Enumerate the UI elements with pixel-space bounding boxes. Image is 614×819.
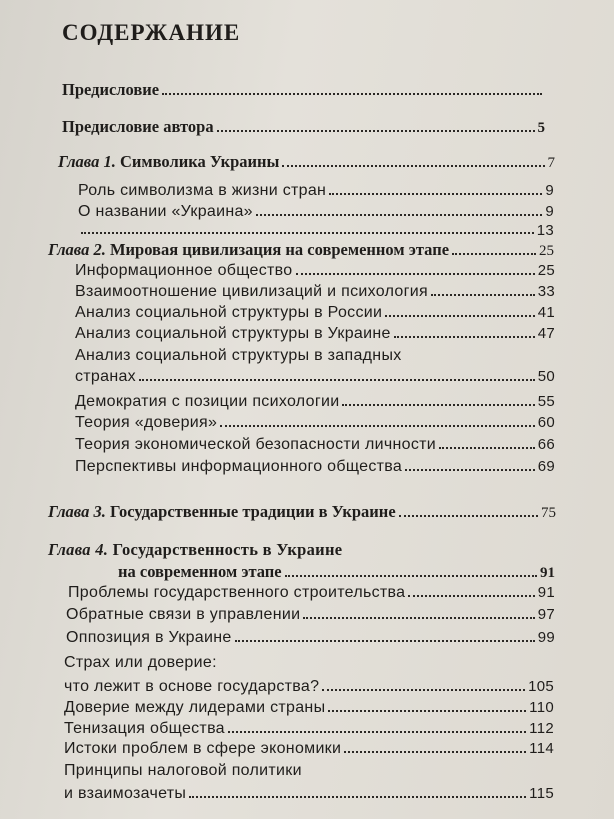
- toc-page-number: 55: [537, 393, 555, 410]
- toc-entry-text: Проблемы государственного строительства: [68, 584, 406, 601]
- toc-entry-line: Принципы налоговой политики: [64, 762, 302, 779]
- leader-dots: [228, 731, 526, 733]
- toc-entry-text: Доверие между лидерами страны: [64, 699, 326, 716]
- toc-page-number: 97: [537, 606, 555, 623]
- toc-entry-text: и взаимозачеты: [64, 785, 187, 802]
- chapter-number: Глава 1.: [58, 152, 116, 171]
- toc-entry-text: Предисловие: [62, 80, 160, 99]
- toc-page-number: 25: [539, 243, 554, 259]
- toc-entry-text: Обратные связи в управлении: [66, 606, 301, 623]
- chapter-number: Глава 3.: [48, 502, 106, 521]
- toc-entry[interactable]: [64, 699, 554, 717]
- leader-dots: [408, 595, 534, 597]
- toc-entry-text: Тенизация общества: [64, 720, 225, 737]
- toc-entry[interactable]: [68, 584, 555, 602]
- toc-page-number: 9: [545, 182, 554, 199]
- toc-entry-chapter-4-line: [48, 540, 342, 560]
- toc-page-number: 5: [537, 120, 545, 136]
- toc-entry[interactable]: [75, 414, 555, 432]
- toc-entry[interactable]: [78, 222, 554, 239]
- toc-entry-text: Государственные традиции в Украине: [109, 502, 396, 521]
- chapter-number: Глава 2.: [48, 240, 106, 259]
- leader-dots: [431, 294, 535, 296]
- toc-entry-text: Символика Украины: [119, 152, 280, 171]
- toc-entry-text: Истоки проблем в сфере экономики: [64, 740, 342, 757]
- toc-page-number: 7: [547, 155, 555, 171]
- leader-dots: [399, 515, 538, 517]
- toc-page-number: 33: [537, 283, 555, 300]
- toc-entry-text: Теория экономической безопасности личности: [75, 436, 437, 453]
- toc-page-number: 114: [529, 740, 554, 757]
- toc-page-number: 99: [537, 629, 555, 646]
- toc-page-number: 110: [529, 699, 554, 716]
- toc-entry[interactable]: [64, 720, 554, 738]
- toc-entry-chapter-1[interactable]: [58, 152, 555, 172]
- leader-dots: [296, 273, 535, 275]
- leader-dots: [405, 469, 535, 471]
- toc-entry[interactable]: [75, 458, 555, 476]
- toc-entry-text: на современном этапе: [118, 562, 282, 581]
- leader-dots: [452, 253, 536, 255]
- leader-dots: [303, 617, 534, 619]
- leader-dots: [220, 425, 535, 427]
- toc-page-number: 66: [537, 436, 555, 453]
- toc-page-number: 91: [540, 565, 555, 581]
- toc-page-number: 47: [537, 325, 555, 342]
- toc-entry-chapter-2[interactable]: [48, 240, 554, 260]
- toc-entry-chapter-4[interactable]: [118, 562, 555, 582]
- toc-page-number: 60: [537, 414, 555, 431]
- toc-page-number: 50: [537, 368, 555, 385]
- toc-page-number: 105: [528, 678, 554, 695]
- toc-entry[interactable]: [64, 785, 554, 803]
- toc-entry-line: Государственность в Украине: [112, 540, 343, 559]
- toc-page-number: 69: [537, 458, 555, 475]
- toc-entry-text: Взаимоотношение цивилизаций и психология: [75, 283, 428, 300]
- toc-entry[interactable]: [75, 436, 555, 454]
- toc-entry-text: Демократия с позиции психологии: [75, 393, 340, 410]
- toc-entry-text: Роль символизма в жизни стран: [78, 182, 327, 199]
- leader-dots: [235, 640, 535, 642]
- toc-page-number: 9: [545, 203, 554, 220]
- toc-page-number: 41: [537, 304, 555, 321]
- leader-dots: [282, 165, 544, 167]
- toc-entry-text: Оппозиция в Украине: [66, 629, 232, 646]
- toc-page-number: 91: [537, 584, 555, 601]
- toc-entry-line: Страх или доверие:: [64, 654, 217, 671]
- toc-page-number: 13: [536, 222, 554, 239]
- leader-dots: [439, 447, 535, 449]
- toc-entry[interactable]: [78, 203, 554, 221]
- leader-dots: [342, 404, 534, 406]
- toc-entry-text: странах: [75, 368, 136, 385]
- leader-dots: [322, 689, 525, 691]
- toc-entry-line: Анализ социальной структуры в западных: [75, 347, 402, 364]
- leader-dots: [385, 315, 534, 317]
- toc-page-number: 115: [529, 785, 554, 802]
- toc-entry[interactable]: [78, 182, 554, 200]
- toc-entry-text: Теория «доверия»: [75, 414, 218, 431]
- toc-entry-text: Перспективы информационного общества: [75, 458, 403, 475]
- toc-page-number: 112: [529, 720, 554, 737]
- leader-dots: [81, 232, 534, 234]
- leader-dots: [394, 336, 535, 338]
- chapter-number: Глава 4.: [48, 540, 109, 559]
- leader-dots: [256, 214, 542, 216]
- toc-entry-text: О названии «Украина»: [78, 203, 253, 220]
- toc-entry-text: Предисловие автора: [62, 117, 214, 136]
- page-title: СОДЕРЖАНИЕ: [62, 20, 241, 45]
- toc-entry-text: что лежит в основе государства?: [64, 678, 320, 695]
- toc-entry[interactable]: [75, 393, 555, 411]
- toc-entry-author-preface[interactable]: [62, 117, 545, 137]
- leader-dots: [189, 796, 526, 798]
- toc-entry-text: Мировая цивилизация на современном этапе: [109, 240, 450, 259]
- toc-entry-text: Анализ социальной структуры в России: [75, 304, 383, 321]
- toc-entry[interactable]: [66, 606, 555, 624]
- leader-dots: [329, 193, 542, 195]
- toc-entry[interactable]: [75, 325, 555, 343]
- leader-dots: [285, 575, 537, 577]
- toc-entry[interactable]: [64, 678, 554, 696]
- toc-page-number: 25: [537, 262, 555, 279]
- leader-dots: [217, 130, 535, 132]
- toc-entry-preface[interactable]: [62, 80, 545, 100]
- toc-entry[interactable]: [75, 368, 555, 386]
- toc-entry[interactable]: [75, 283, 555, 301]
- toc-entry[interactable]: [64, 740, 554, 758]
- toc-entry[interactable]: [66, 629, 555, 647]
- leader-dots: [162, 93, 542, 95]
- toc-entry[interactable]: [75, 262, 555, 280]
- leader-dots: [328, 710, 526, 712]
- leader-dots: [344, 751, 526, 753]
- toc-entry[interactable]: [75, 304, 555, 322]
- toc-entry-text: Информационное общество: [75, 262, 293, 279]
- toc-page-number: 75: [541, 505, 556, 521]
- leader-dots: [139, 379, 535, 381]
- toc-entry-text: Анализ социальной структуры в Украине: [75, 325, 391, 342]
- toc-entry-chapter-3[interactable]: [48, 502, 556, 522]
